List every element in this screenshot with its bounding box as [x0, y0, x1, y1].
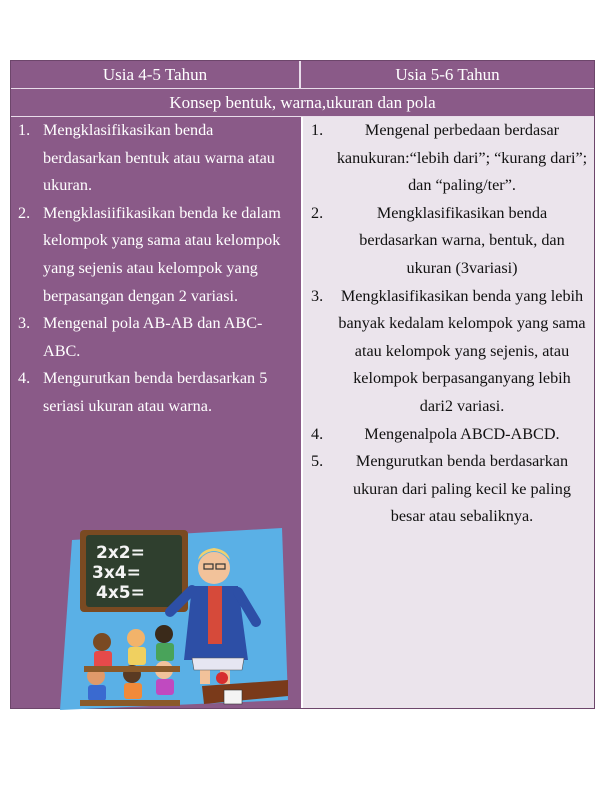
section-title: Konsep bentuk, warna,ukuran dan pola: [11, 89, 594, 117]
right-column: [301, 117, 594, 708]
right-list-item: Mengenal perbedaan berdasar kanukuran:“lebih dari”; “kurang dari”; dan “paling/ter”.: [336, 121, 588, 195]
header-age-4-5: Usia 4-5 Tahun: [11, 61, 301, 88]
left-list-item: Mengenal pola AB-AB dan ABC-ABC.: [43, 314, 263, 360]
students: [80, 625, 180, 706]
right-list-item: Mengenalpola ABCD-ABCD.: [364, 424, 560, 443]
right-list-item: Mengklasifikasikan benda yang lebih banyak kedalam kelompok yang sama atau kelompok yang sejenis, atau kelompok berpasanganyang lebih dari2 variasi.: [338, 286, 586, 415]
classroom-illustration: [52, 520, 290, 712]
chalkboard: [80, 530, 188, 612]
header-age-5-6: Usia 5-6 Tahun: [395, 65, 500, 84]
left-list-item: Mengurutkan benda berdasarkan 5 seriasi ukuran atau warna.: [43, 369, 268, 415]
board-line: 4x5=: [96, 583, 145, 603]
left-list: [11, 117, 301, 421]
board-line: 2x2=: [96, 543, 145, 563]
right-list-item: Mengurutkan benda berdasarkan ukuran dari paling kecil ke paling besar atau sebaliknya.: [352, 452, 571, 526]
right-list: [303, 117, 594, 531]
left-list-item: Mengklasifikasikan benda berdasarkan bentuk atau warna atau ukuran.: [43, 121, 275, 195]
left-list-item: Mengklasiifikasikan benda ke dalam kelompok yang sama atau kelompok yang sejenis atau kelompok yang berpasangan dengan 2 variasi.: [43, 203, 281, 305]
board-line: 3x4=: [92, 563, 141, 583]
right-list-item: Mengklasifikasikan benda berdasarkan warna, bentuk, dan ukuran (3variasi): [359, 203, 565, 277]
table-header-row: [11, 61, 594, 89]
apple-icon: [216, 672, 228, 684]
